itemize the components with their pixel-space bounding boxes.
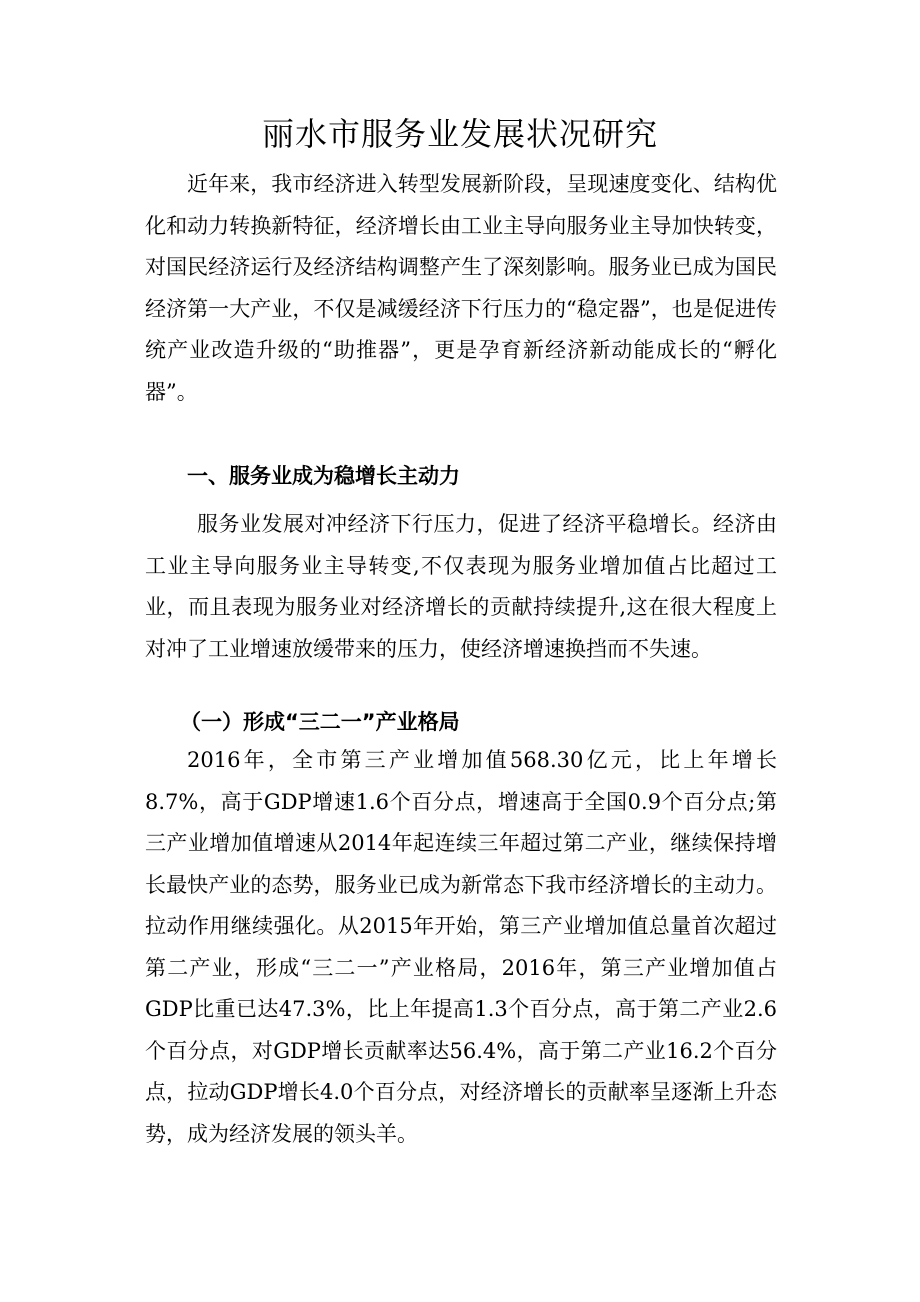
- section-paragraph: 服务业发展对冲经济下行压力，促进了经济平稳增长。经济由工业主导向服务业主导转变,不仅表现为服务业增加值占比超过工业，而且表现为服务业对经济增长的贡献持续提升,这在很大程度上对冲了工业增速放缓带来的压力，使经济增速换挡而不失速。: [145, 512, 777, 661]
- section-heading: 一、服务业成为稳增长主动力: [187, 464, 460, 488]
- subsection-paragraph: 2016年，全市第三产业增加值568.30亿元，比上年增长8.7%，高于GDP增速1.6个百分点，增速高于全国0.9个百分点;第三产业增加值增速从2014年起连续三年超过第二产业，继续保持增长最快产业的态势，服务业已成为新常态下我市经济增长的主动力。拉动作用继续强化。从2015年开始，第三产业增加值总量首次超过第二产业，形成“三二一”产业格局，2016年，第三产业增加值占GDP比重已达47.3%，比上年提高1.3个百分点，高于第二产业2.6个百分点，对GDP增长贡献率达56.4%，高于第二产业16.2个百分点，拉动GDP增长4.0个百分点，对经济增长的贡献率呈逐渐上升态势，成为经济发展的领头羊。: [145, 748, 777, 1146]
- document-title: 丽水市服务业发展状况研究: [261, 115, 658, 153]
- subsection-heading: （一）形成“三二一”产业格局: [180, 710, 460, 734]
- intro-paragraph: 近年来，我市经济进入转型发展新阶段，呈现速度变化、结构优化和动力转换新特征，经济增长由工业主导向服务业主导加快转变，对国民经济运行及经济结构调整产生了深刻影响。服务业已成为国民经济第一大产业，不仅是减缓经济下行压力的“稳定器”，也是促进传统产业改造升级的“助推器”，更是孕育新经济新动能成长的“孵化器”。: [145, 172, 777, 404]
